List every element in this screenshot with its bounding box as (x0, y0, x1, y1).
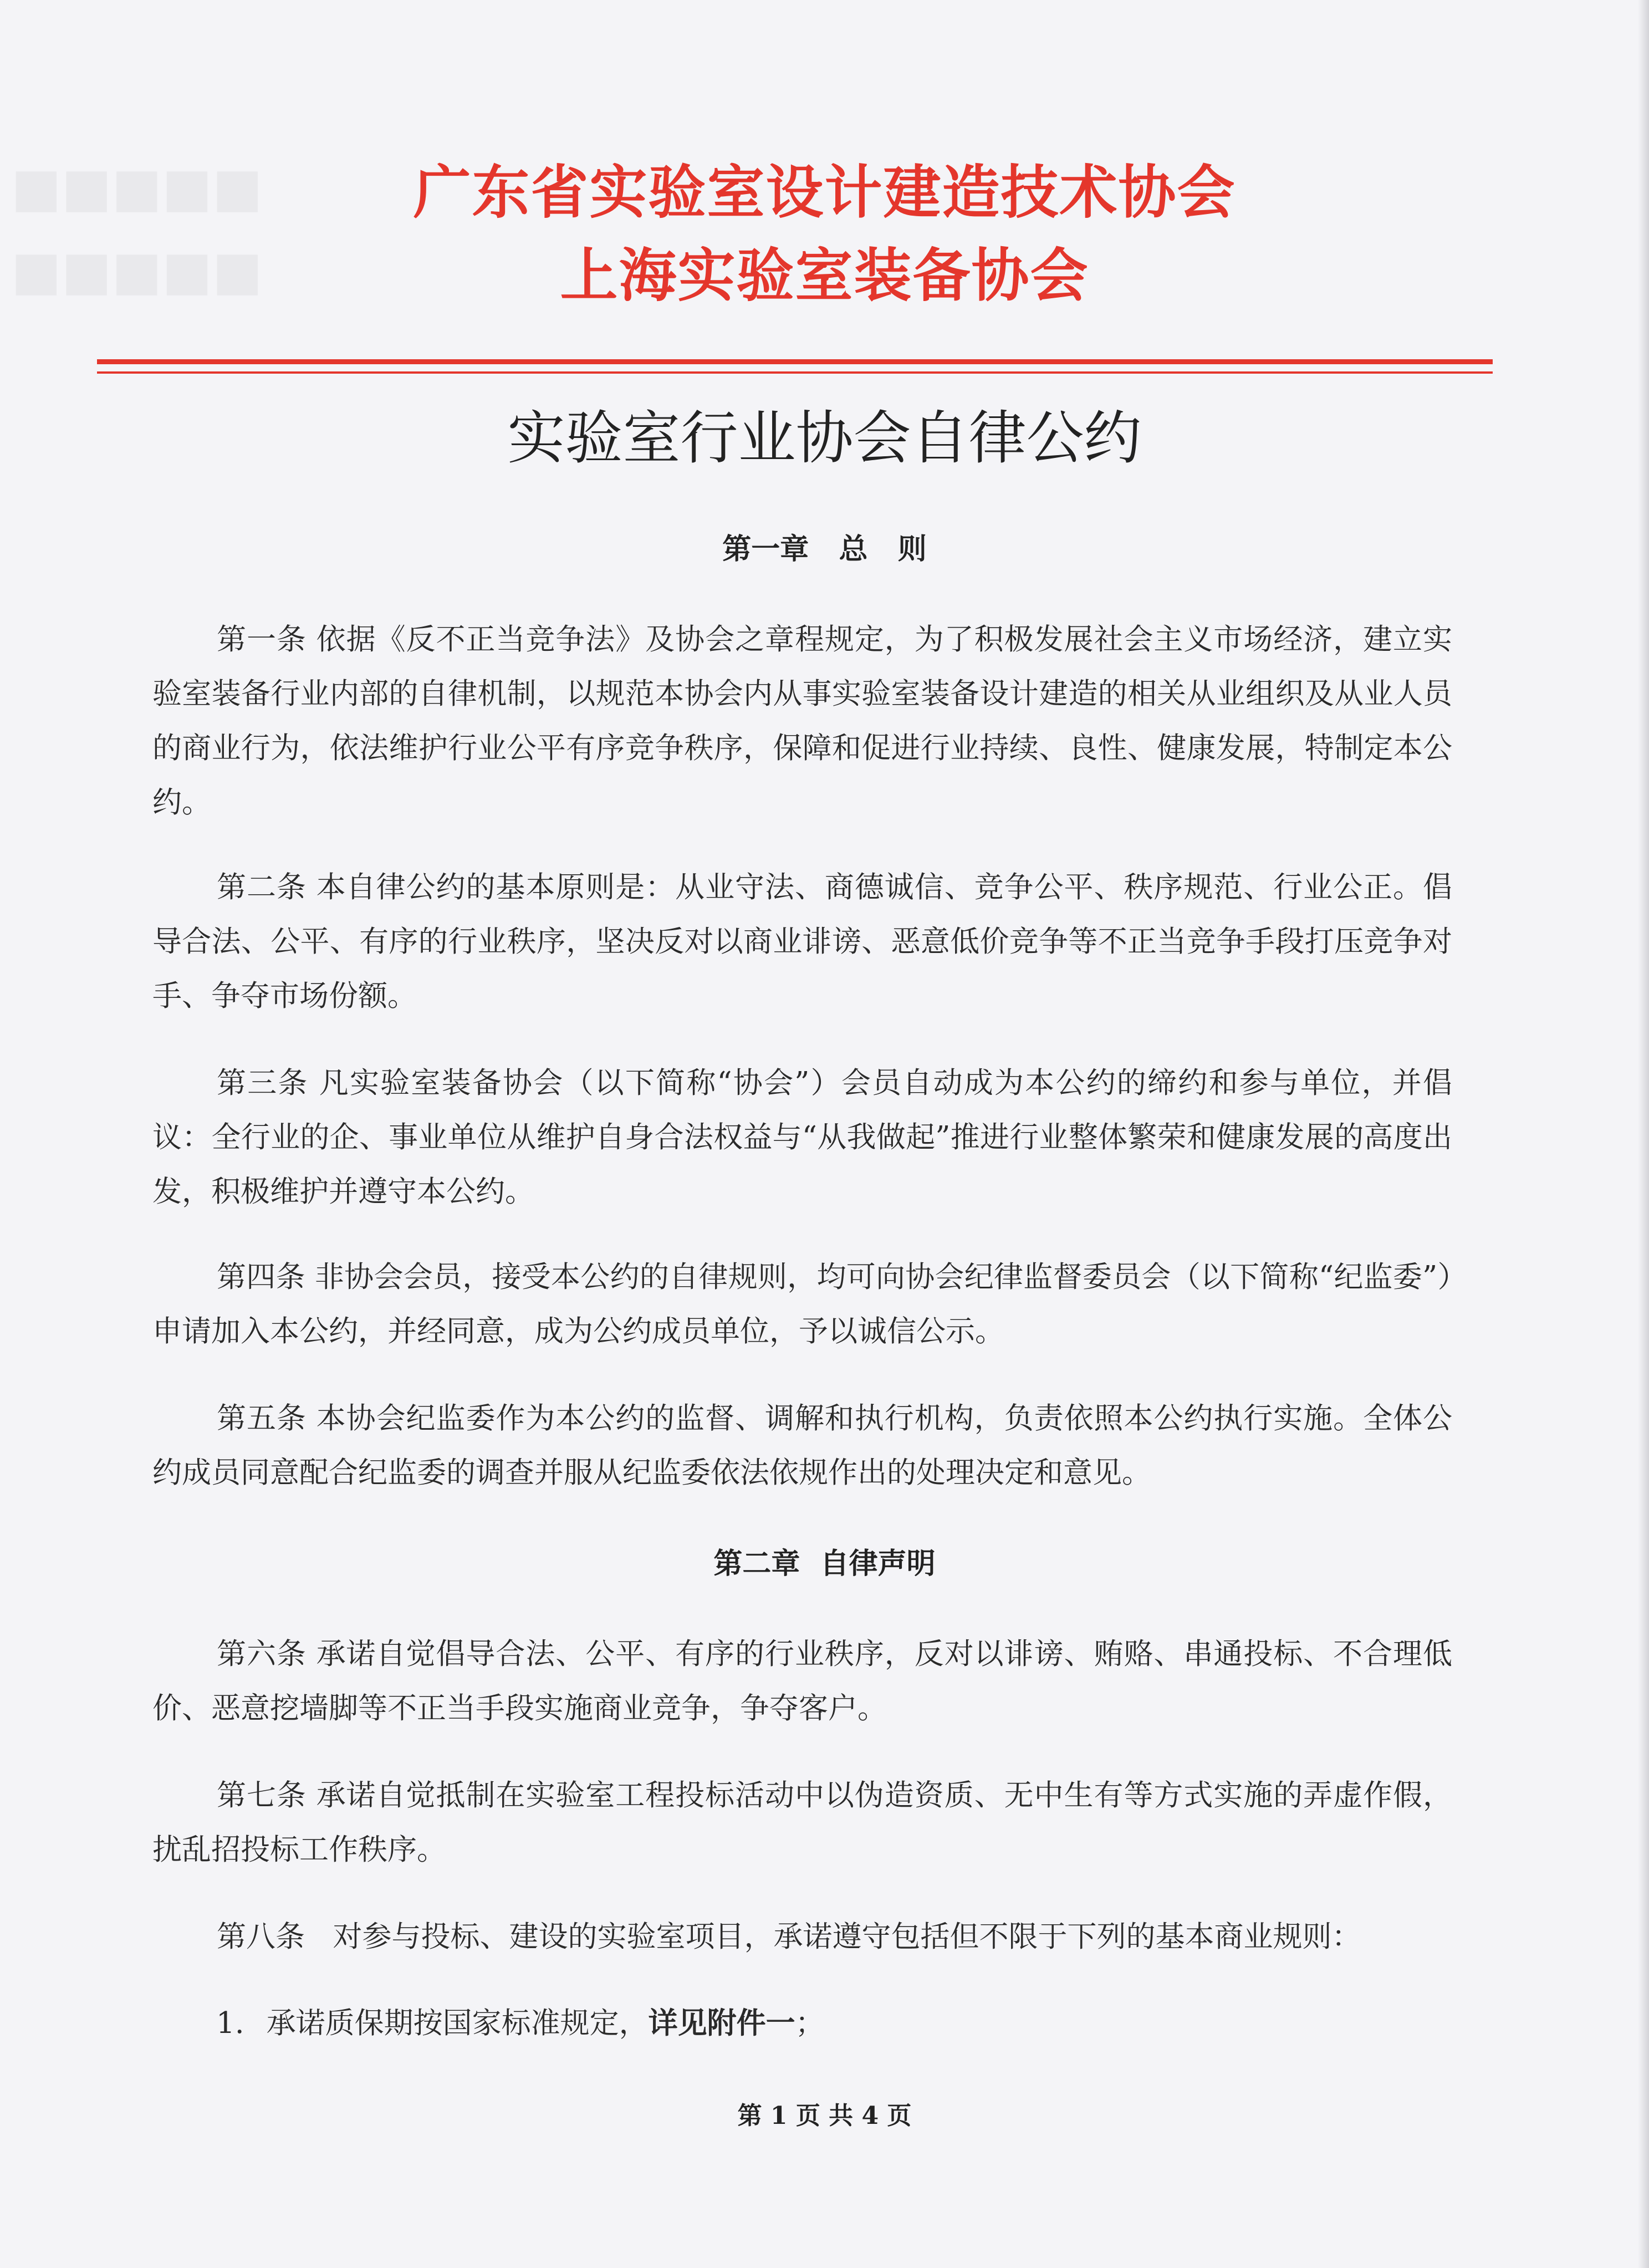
list-item-end: ； (795, 2006, 825, 2040)
page-number-footer: 第 1 页 共 4 页 (737, 2102, 912, 2130)
list-item-attachment-ref: 详见附件一 (648, 2006, 795, 2040)
letterhead-rule-thick (97, 359, 1493, 364)
bleed-through-text: ■■■■■ (11, 156, 263, 218)
article-4: 第四条 非协会会员，接受本公约的自律规则，均可向协会纪律监督委员会（以下简称“纪监委”）申请加入本公约，并经同意，成为公约成员单位，予以诚信公示。 (152, 1260, 1452, 1348)
article-5: 第五条 本协会纪监委作为本公约的监督、调解和执行机构，负责依照本公约执行实施。全体公约成员同意配合纪监委的调查并服从纪监委依法依规作出的处理决定和意见。 (152, 1401, 1452, 1490)
chapter-1-heading: 第一章 总 则 (722, 532, 927, 566)
article-6: 第六条 承诺自觉倡导合法、公平、有序的行业秩序，反对以诽谤、贿赂、串通投标、不合理低价、恶意挖墙脚等不正当手段实施商业竞争，争夺客户。 (152, 1637, 1452, 1725)
article-3: 第三条 凡实验室装备协会（以下简称“协会”）会员自动成为本公约的缔约和参与单位，并倡议：全行业的企、事业单位从维护自身合法权益与“从我做起”推进行业整体繁荣和健康发展的高度出发，积极维护并遵守本公约。 (152, 1066, 1452, 1209)
list-item-number: 1. (216, 2006, 244, 2040)
article-2: 第二条 本自律公约的基本原则是：从业守法、商德诚信、竞争公平、秩序规范、行业公正。倡导合法、公平、有序的行业秩序，坚决反对以商业诽谤、恶意低价竞争等不正当竞争手段打压竞争对手、争夺市场份额。 (152, 870, 1452, 1013)
article-7: 第七条 承诺自觉抵制在实验室工程投标活动中以伪造资质、无中生有等方式实施的弄虚作假，扰乱招投标工作秩序。 (152, 1778, 1452, 1867)
letterhead-org-guangdong: 广东省实验室设计建造技术协会 (413, 159, 1236, 226)
list-item (216, 1996, 825, 2051)
list-item-text: 承诺质保期按国家标准规定， (266, 2006, 649, 2040)
letterhead-rule-thin (97, 371, 1493, 374)
article-8: 第八条 对参与投标、建设的实验室项目，承诺遵守包括但不限于下列的基本商业规则： (217, 1920, 1361, 1954)
document-title: 实验室行业协会自律公约 (507, 404, 1142, 472)
letterhead-org-shanghai: 上海实验室装备协会 (560, 242, 1089, 309)
bleed-through-text: ■■■■■ (11, 239, 263, 302)
article-1: 第一条 依据《反不正当竞争法》及协会之章程规定，为了积极发展社会主义市场经济，建立实验室装备行业内部的自律机制，以规范本协会内从事实验室装备设计建造的相关从业组织及从业人员的商业行为，依法维护行业公平有序竞争秩序，保障和促进行业持续、良性、健康发展，特制定本公约。 (152, 623, 1452, 819)
page-edge-shadow (1638, 0, 1649, 2268)
chapter-2-heading: 第二章 自律声明 (713, 1547, 936, 1581)
